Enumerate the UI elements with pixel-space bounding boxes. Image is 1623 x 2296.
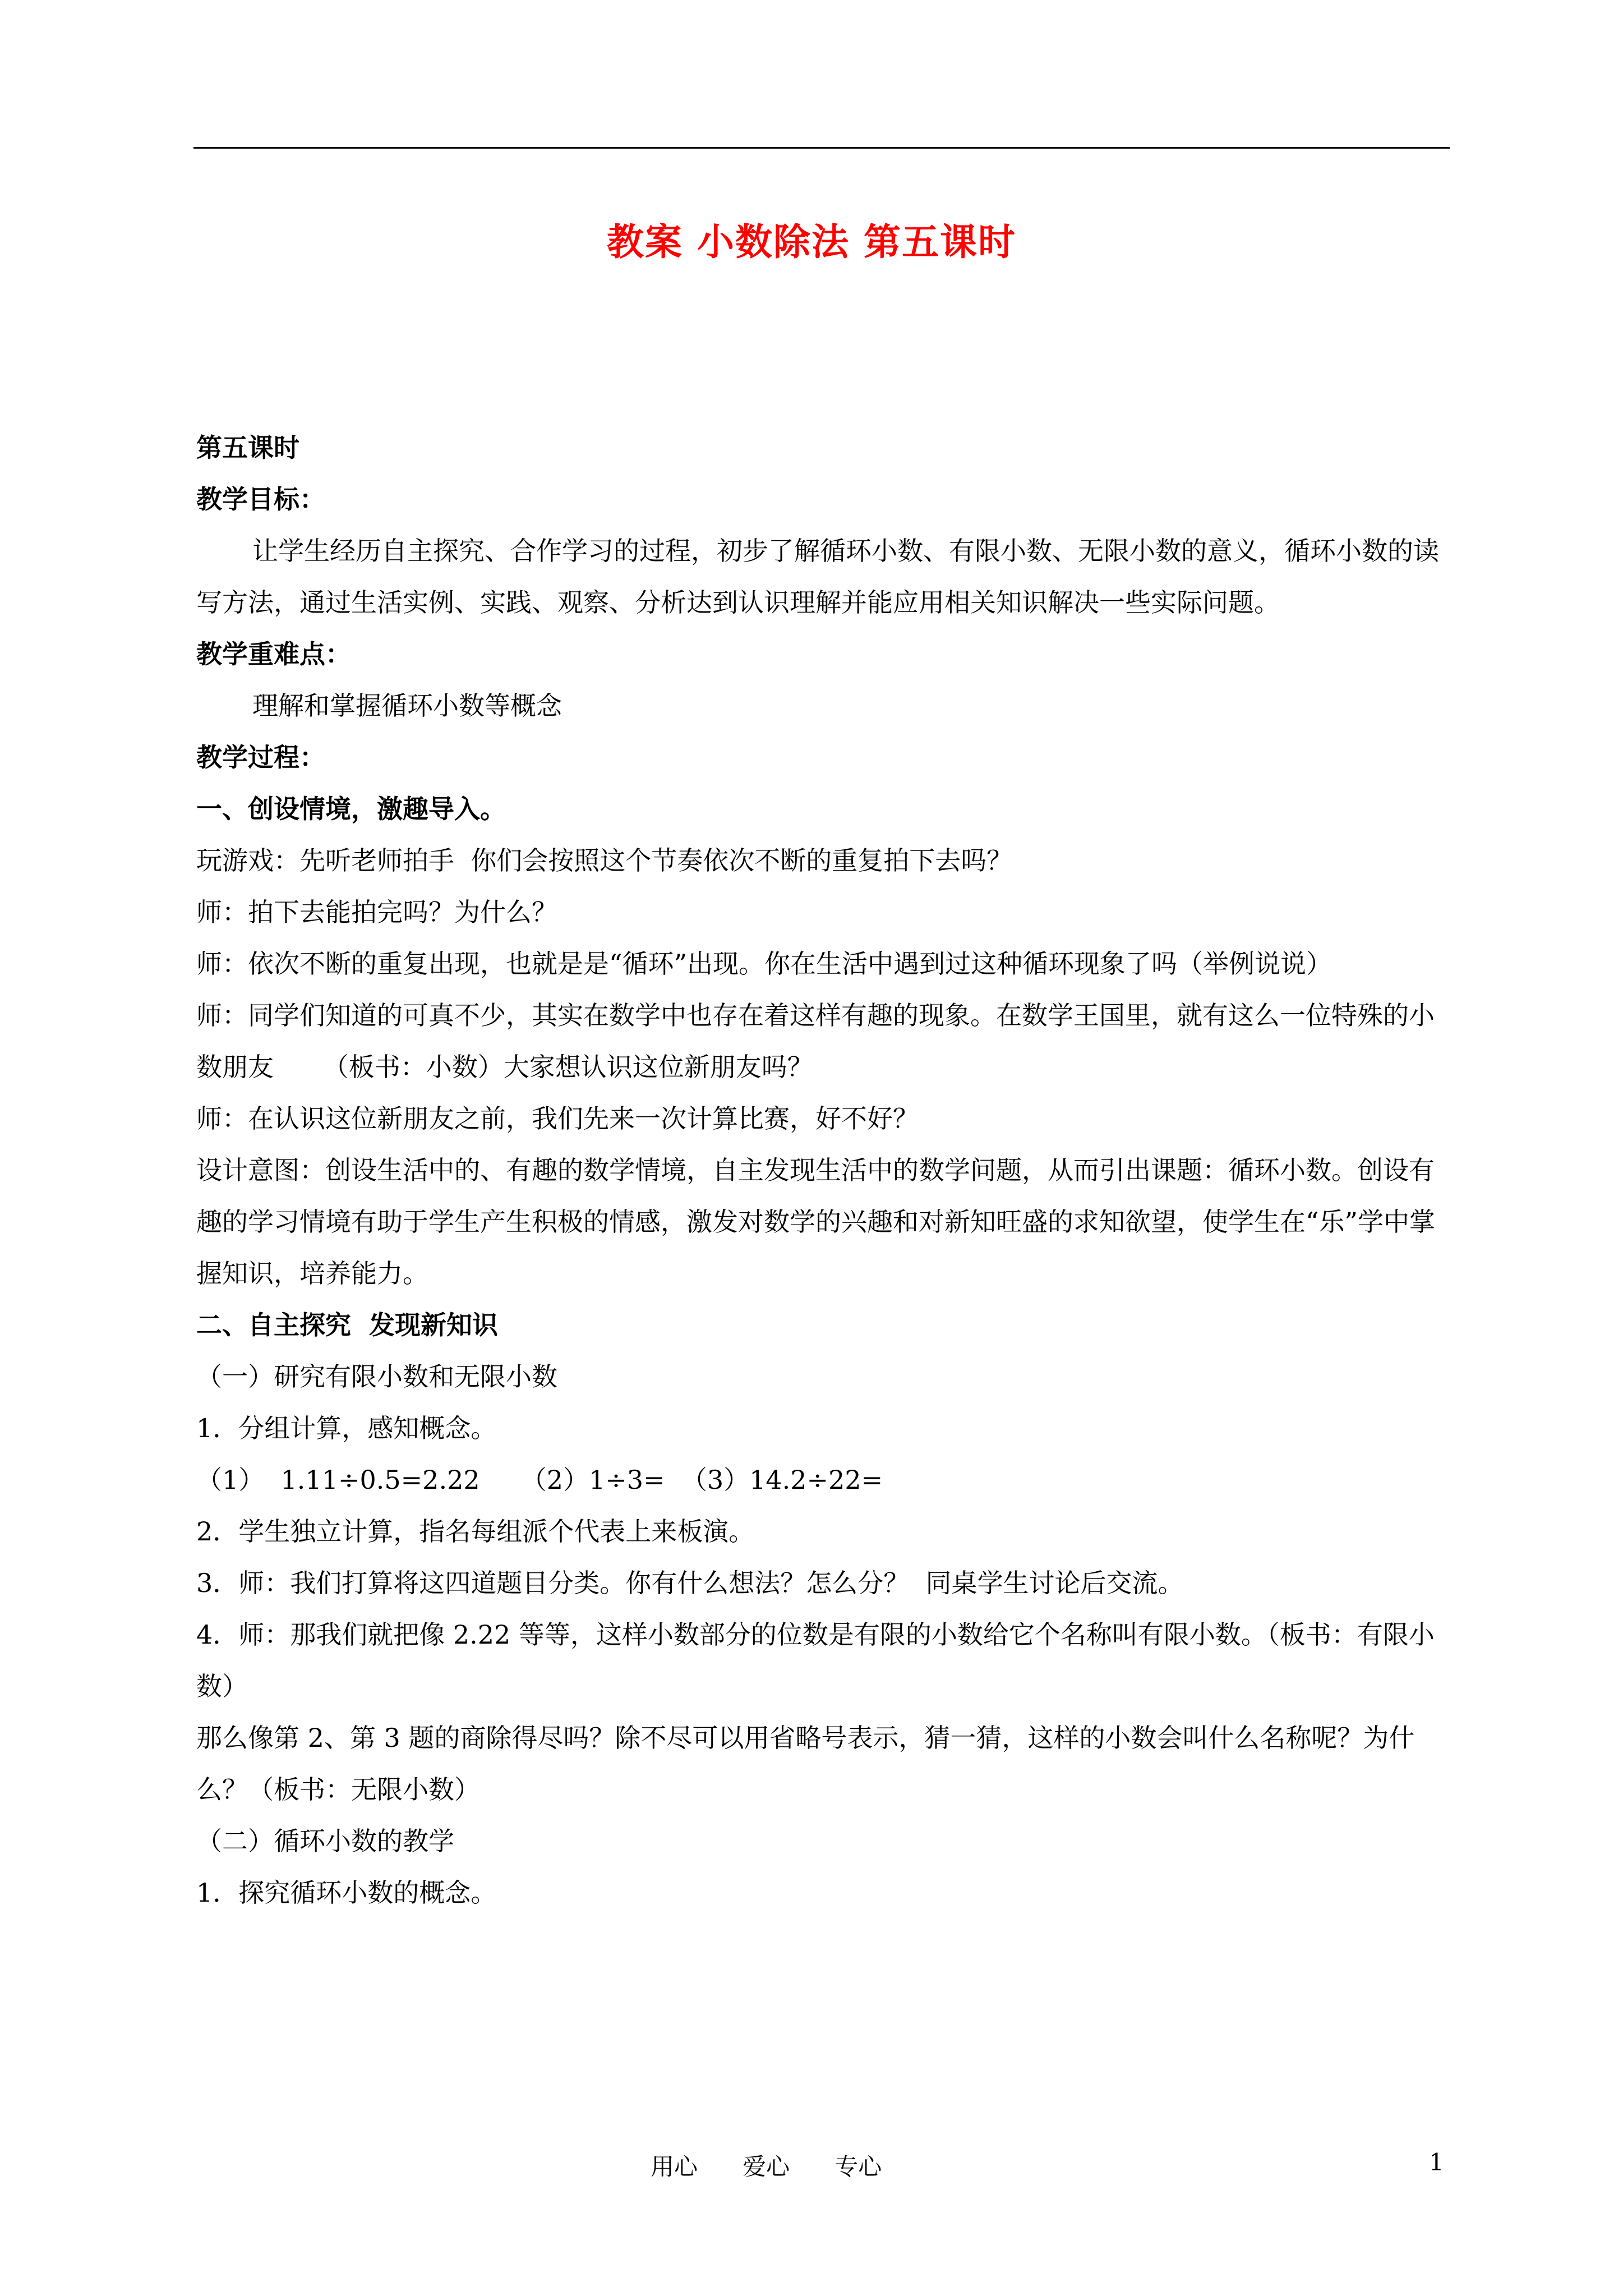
page-number: 1 [1429,2148,1444,2176]
body-line: 师：在认识这位新朋友之前，我们先来一次计算比赛，好不好？ [196,1103,919,1134]
body-line: 1．分组计算，感知概念。 [196,1413,497,1443]
body-line: 玩游戏：先听老师拍手 你们会按照这个节奏依次不断的重复拍下去吗？ [196,845,1013,876]
document-title: 教案 小数除法 第五课时 [607,220,1016,264]
body-line: 1．探究循环小数的概念。 [196,1878,497,1908]
document-body [196,422,1447,1918]
body-line: 让学生经历自主探究、合作学习的过程，初步了解循环小数、有限小数、无限小数的意义，循环小数的读写方法，通过生活实例、实践、观察、分析达到认识理解并能应用相关知识解决一些实际问题。 [196,536,1439,618]
footer-motto: 用心 爱心 专心 [651,2153,882,2180]
body-line: 师：依次不断的重复出现，也就是是“循环”出现。你在生活中遇到过这种循环现象了吗（举例说说） [196,949,1332,979]
body-line: 2．学生独立计算，指名每组派个代表上来板演。 [196,1516,755,1547]
body-line: 理解和掌握循环小数等概念 [252,691,562,721]
body-line: 一、创设情境，激趣导入。 [196,794,506,824]
body-line: 教学过程： [196,742,325,772]
body-line: 3．师：我们打算将这四道题目分类。你有什么想法？怎么分？ 同桌学生讨论后交流。 [196,1568,1184,1598]
body-line: 4．师：那我们就把像 2.22 等等，这样小数部分的位数是有限的小数给它个名称叫有限小数。（板书：有限小数） [196,1619,1435,1701]
body-line: （1） 1.11÷0.5=2.22 （2）1÷3= （3）14.2÷22= [196,1465,883,1495]
body-line: 第五课时 [196,432,299,463]
body-line: （一）研究有限小数和无限小数 [196,1361,557,1392]
body-line: 教学重难点： [196,639,351,669]
body-line: 那么像第 2、第 3 题的商除得尽吗？除不尽可以用省略号表示，猜一猜，这样的小数会叫什么名称呢？为什么？（板书：无限小数） [196,1723,1415,1805]
header-rule [193,147,1450,149]
body-line: 师：同学们知道的可真不少，其实在数学中也存在着这样有趣的现象。在数学王国里，就有这么一位特殊的小数朋友 （板书：小数）大家想认识这位新朋友吗？ [196,1000,1435,1082]
body-line: 设计意图：创设生活中的、有趣的数学情境，自主发现生活中的数学问题，从而引出课题：循环小数。创设有趣的学习情境有助于学生产生积极的情感，激发对数学的兴趣和对新知旺盛的求知欲望，使学生在“乐”学中掌握知识，培养能力。 [196,1155,1436,1289]
body-line: 二、自主探究 发现新知识 [196,1310,499,1340]
body-line: 师：拍下去能拍完吗？为什么？ [196,897,557,927]
body-line: 教学目标： [196,484,325,514]
body-line: （二）循环小数的教学 [196,1826,454,1856]
